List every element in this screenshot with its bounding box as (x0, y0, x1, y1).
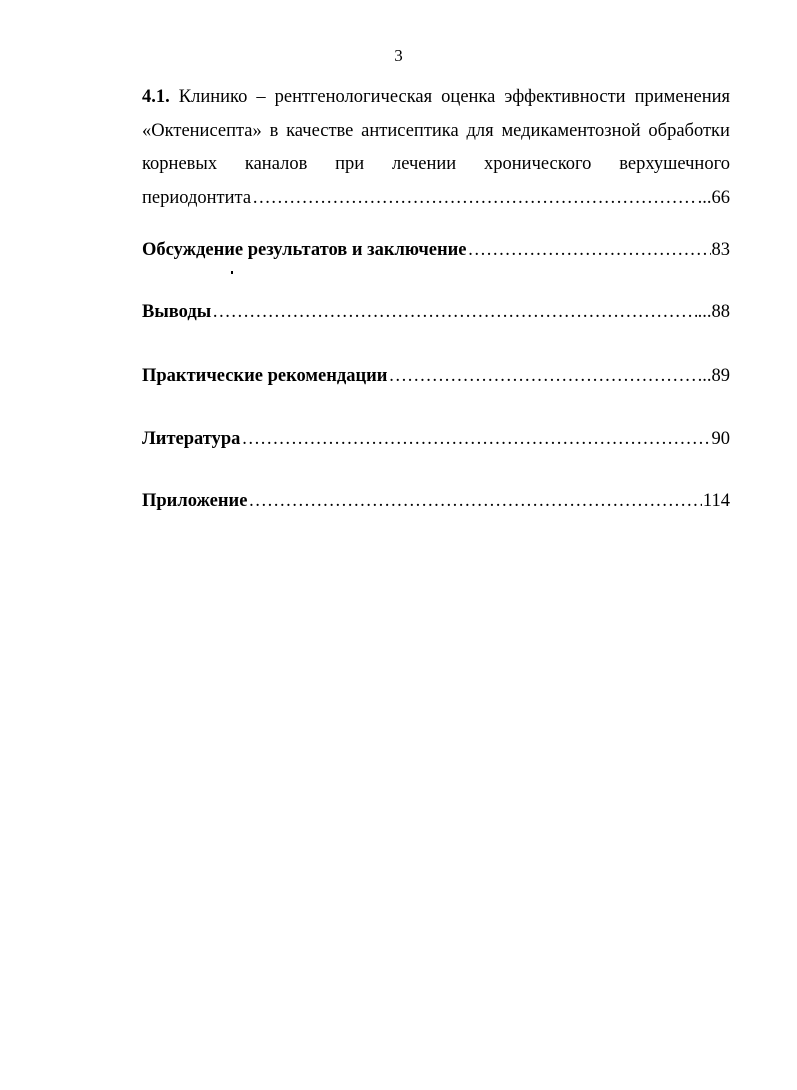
toc-entry-4-1-first (142, 81, 247, 115)
page-number: 3 (394, 46, 403, 65)
dot-leader (468, 238, 711, 262)
title-word: каналов (244, 154, 308, 174)
toc-entry-4-1[interactable] (142, 81, 730, 215)
toc-entry-recommendations[interactable] (142, 364, 730, 388)
title-word: – (256, 87, 266, 107)
scan-speck (231, 271, 233, 274)
toc-entry-4-1-line3 (142, 148, 730, 182)
title-word: оценка (441, 87, 496, 107)
dot-leader (212, 300, 696, 324)
dot-leader (248, 489, 702, 513)
title-word: медикаментозной (501, 120, 641, 141)
dot-leader (252, 182, 697, 216)
page-ref: 114 (702, 491, 730, 511)
title-word: верхушечного (619, 154, 730, 174)
dot-leader (241, 427, 710, 451)
section-number: 4.1. (142, 87, 170, 107)
title-word: для (466, 120, 494, 141)
page-ref: ..89 (702, 366, 730, 386)
toc-title: Обсуждение результатов и заключение (142, 240, 467, 260)
title-word: Клинико (178, 87, 248, 107)
title-word: в (269, 120, 279, 141)
title-word: лечении (392, 154, 457, 174)
page-ref: 90 (711, 429, 730, 449)
toc-entry-4-1-line2 (142, 115, 730, 149)
title-word: применения (634, 87, 730, 107)
title-word: эффективности (504, 87, 626, 107)
toc-entry-literature[interactable] (142, 427, 730, 451)
title-word: качестве (286, 120, 354, 141)
title-word: периодонтита (142, 187, 252, 208)
toc-title: Приложение (142, 491, 248, 511)
title-word: хронического (484, 154, 592, 174)
title-word: корневых (142, 154, 218, 174)
title-word: рентгенологическая (274, 87, 433, 107)
toc-entry-conclusions[interactable] (142, 300, 730, 324)
dot-leader (388, 364, 701, 388)
toc-title: Выводы (142, 302, 212, 322)
toc-entry-discussion[interactable] (142, 238, 730, 262)
title-word: обработки (648, 120, 730, 141)
toc-entry-4-1-line1 (142, 81, 730, 115)
page-ref: 83 (711, 240, 730, 260)
toc-entry-appendix[interactable] (142, 489, 730, 513)
title-word: при (335, 154, 365, 174)
toc-title: Практические рекомендации (142, 366, 388, 386)
toc-title: Литература (142, 429, 241, 449)
title-word: антисептика (361, 120, 459, 141)
page-ref: ...88 (697, 302, 730, 322)
title-word: «Октенисепта» (142, 120, 262, 141)
toc-entry-4-1-line4 (142, 182, 730, 216)
page-ref: ...66 (697, 187, 730, 208)
